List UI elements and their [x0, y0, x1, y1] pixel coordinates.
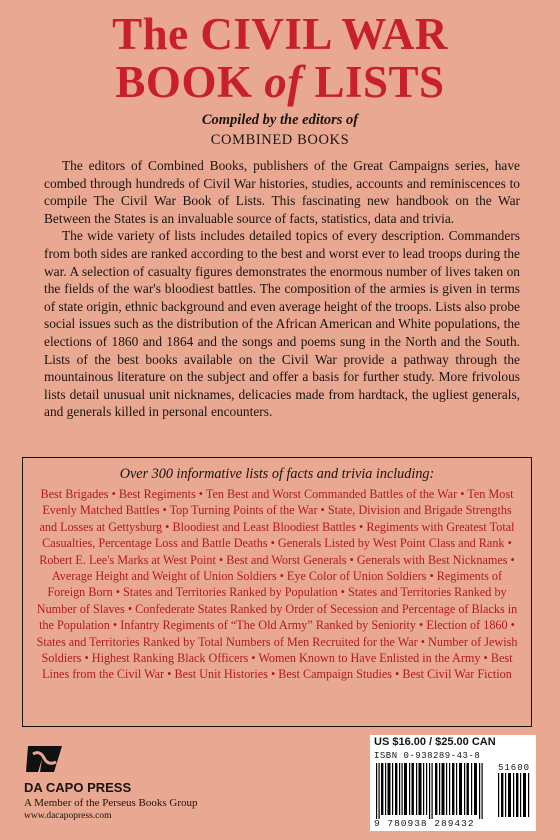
- description-paragraph-1: The editors of Combined Books, publishers of the Great Campaigns series, have combed through hundreds of Civil War histories, studies, accounts and reminiscences to compile The Civil War Book of Lists. This fascinating new handbook on the War Between the States is an invaluable source of facts, statistics, data and trivia.: [44, 158, 520, 226]
- title-of: of: [264, 57, 303, 107]
- publisher-name: COMBINED BOOKS: [210, 132, 350, 148]
- compiled-by: Compiled by the editors of: [201, 112, 359, 128]
- lists-box-items: Best Brigades • Best Regiments • Ten Best and Worst Commanded Battles of the War • Ten Most Evenly Matched Battles • Top Turning Points of the War • State, Division and Brigade Strengths and Losses at Gettysburg • Bloodiest and Least Bloodiest Battles • Regiments with Greatest Total Casualties, Percentage Loss and Battle Deaths • Generals Listed by West Point Class and Rank • Robert E. Lee's Marks at West Point • Best and Worst Generals • Generals with Best Nicknames • Average Height and Weight of Union Soldiers • Eye Color of Union Soldiers • Regiments of Foreign Born • States and Territories Ranked by Population • States and Territories Ranked by Number of Slaves • Confederate States Ranked by Order of Secession and Percentage of Blacks in the Population • Infantry Regiments of “The Old Army” Ranked by Seniority • Election of 1860 • States and Territories Ranked by Total Numbers of Men Recruited for the War • Number of Jewish Soldiers • Highest Ranking Black Officers • Women Known to Have Enlisted in the Army • Best Lines from the Civil War • Best Unit Histories • Best Campaign Studies • Best Civil War Fiction: [36, 487, 518, 682]
- title-lists: LISTS: [302, 57, 445, 107]
- da-capo-logo-icon: [24, 744, 64, 774]
- lists-box: [22, 457, 532, 727]
- description: [44, 157, 520, 421]
- lists-box-heading: Over 300 informative lists of facts and trivia including:: [119, 466, 435, 482]
- title-line-1: The CIVIL WAR: [112, 9, 448, 59]
- ean-number: 9 780938 289432: [374, 818, 475, 829]
- isbn-label: ISBN 0-938289-43-8: [374, 751, 481, 761]
- addon-number: 51600: [498, 763, 531, 773]
- title-line-2: [0, 57, 560, 107]
- member-line: A Member of the Perseus Books Group: [24, 797, 198, 809]
- book-title: [0, 9, 560, 107]
- title-book: BOOK: [115, 57, 265, 107]
- price-label: US $16.00 / $25.00 CAN: [374, 736, 496, 748]
- press-name: DA CAPO PRESS: [24, 780, 132, 795]
- press-url: www.dacapopress.com: [24, 811, 112, 821]
- description-paragraph-2: The wide variety of lists includes detailed topics of every description. Commanders from both sides are ranked according to the best and worst ever to lead troops during the war. A selection of casualty figures demonstrates the enormous number of lives taken on the fields of the war's bloodiest battles. The composition of the armies is given in terms of state origin, ethnic background and even average height of the troops. Lists also probe social issues such as the distribution of the African American and White populations, the elections of 1860 and 1864 and the songs and poems sung in the North and the South. Lists of the best books available on the Civil War provide a pathway through the mountainous literature on the subject and offer a basis for further study. More frivolous lists detail unusual unit nicknames, delicacies made from hardtack, the ugliest generals, and generals killed in personal encounters.: [44, 228, 520, 420]
- barcode-panel: [370, 735, 536, 831]
